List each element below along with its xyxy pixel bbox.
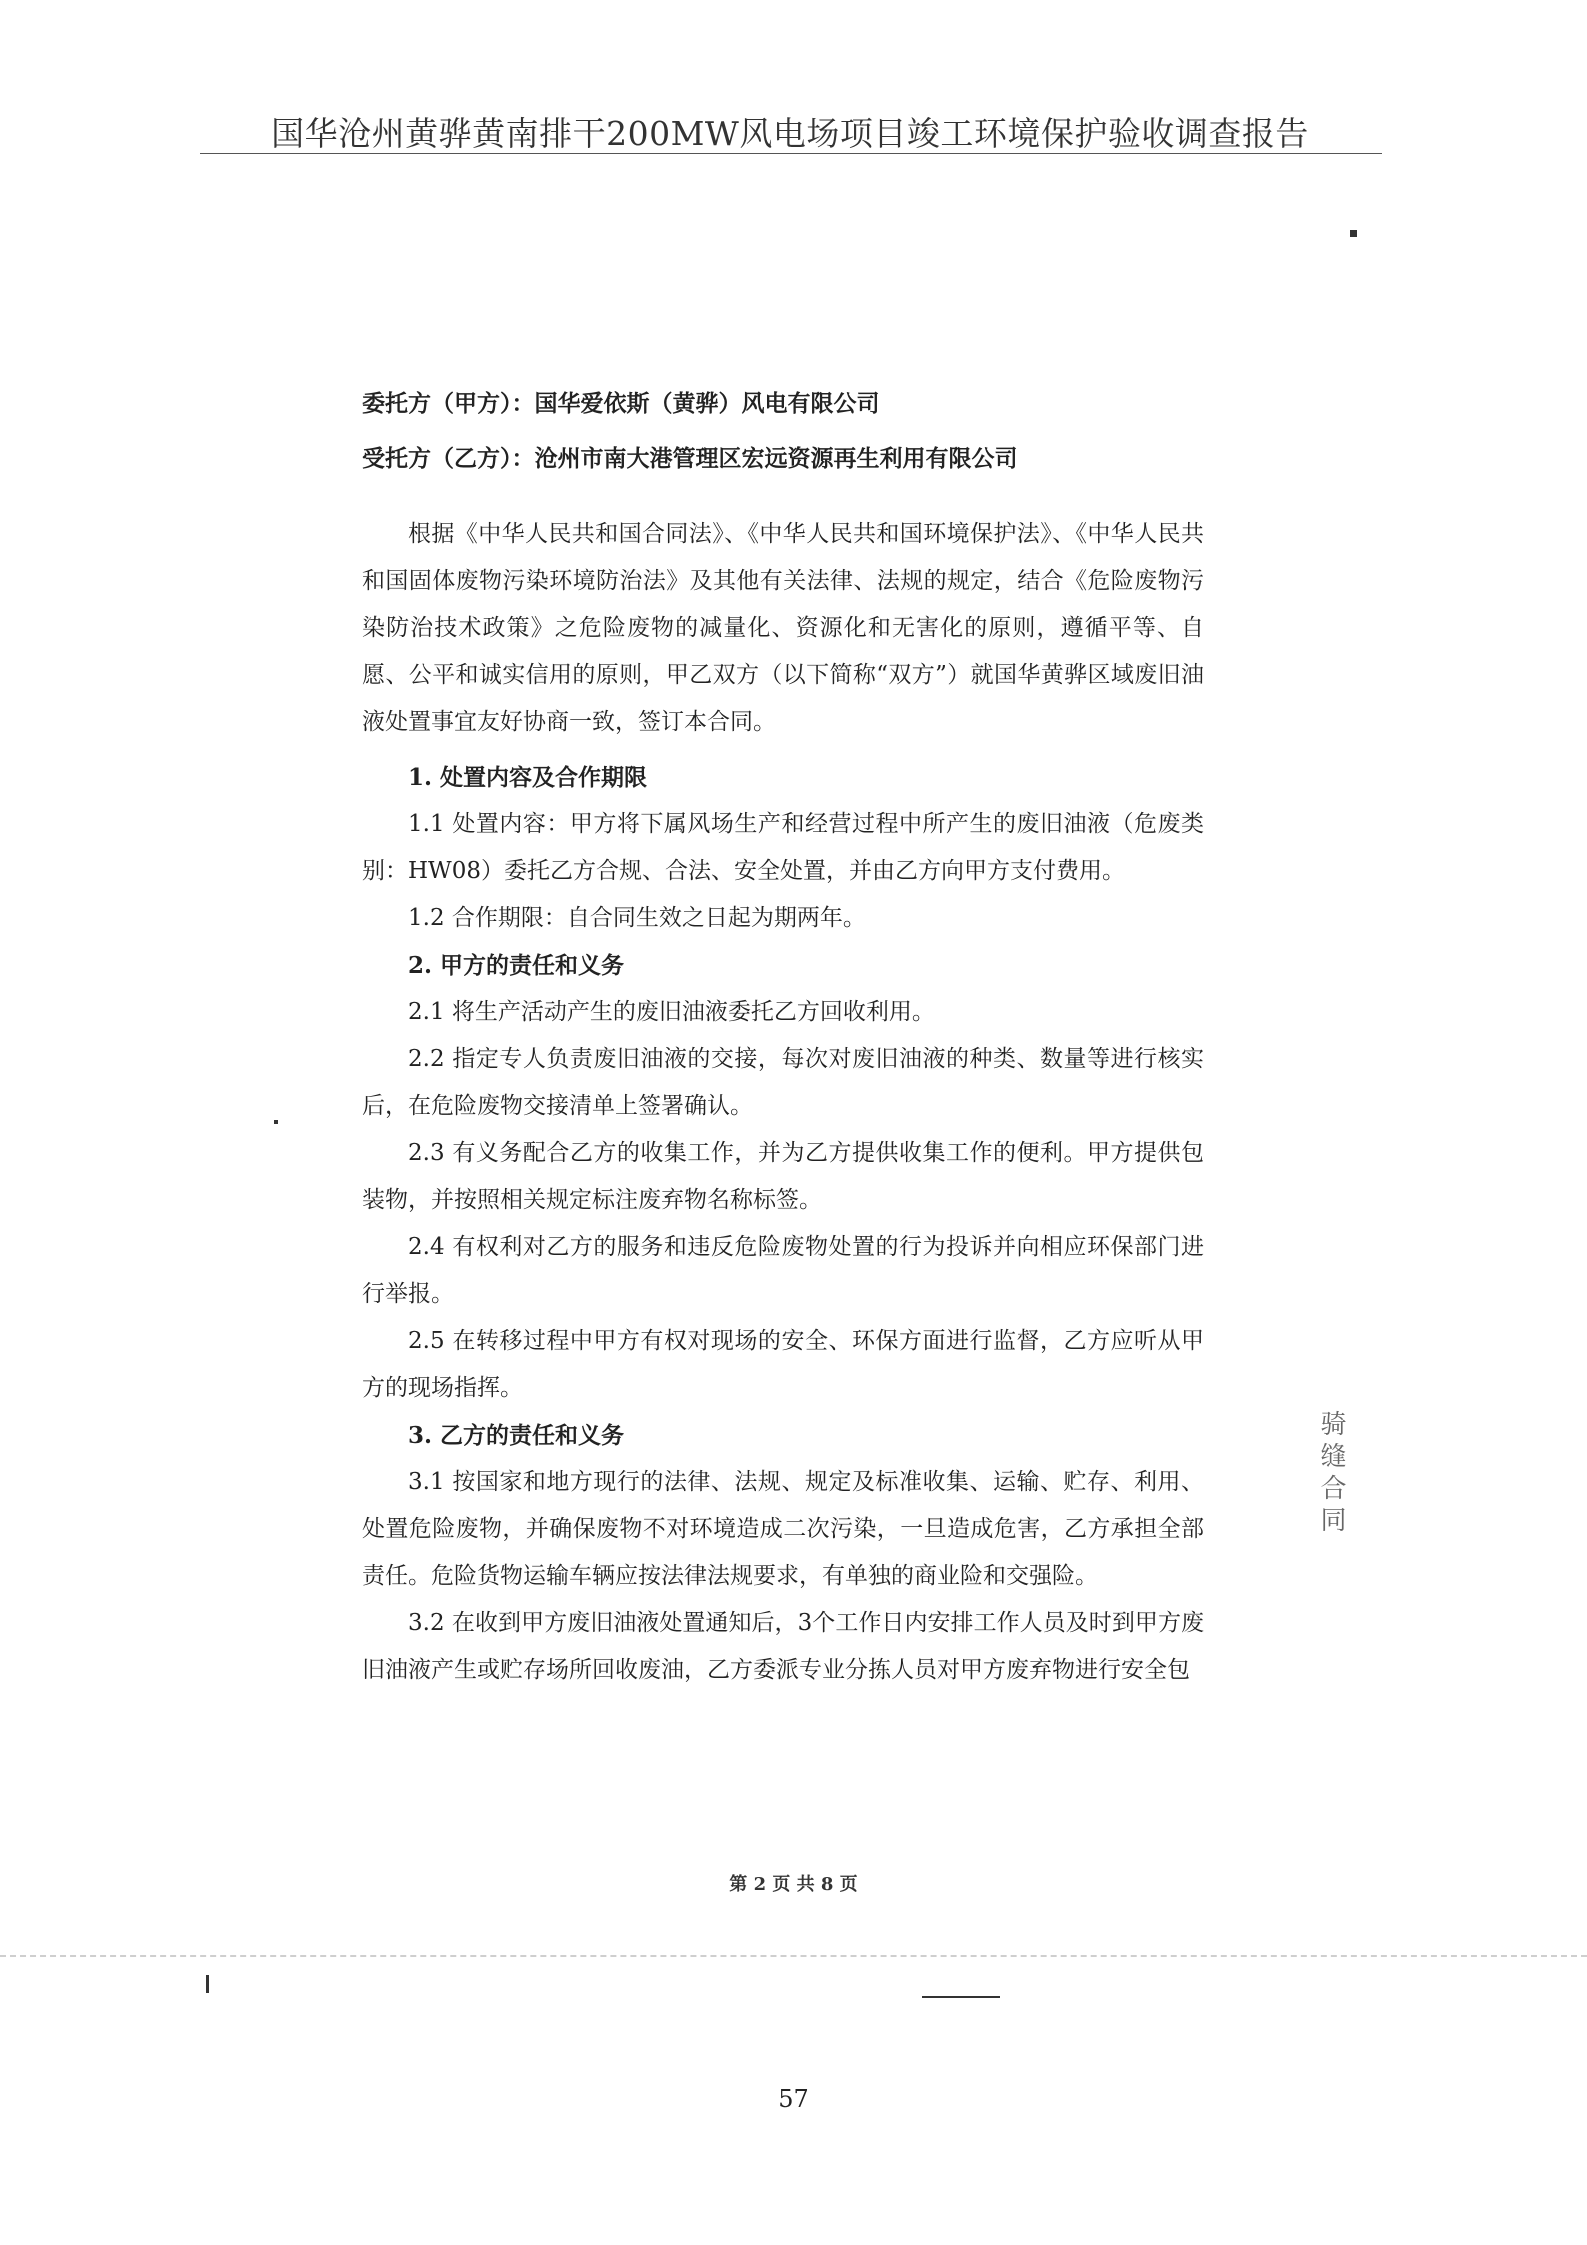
clause-2-5: 2.5 在转移过程中甲方有权对现场的安全、环保方面进行监督，乙方应听从甲方的现场指挥。 xyxy=(362,1328,1204,1401)
clause-2-3: 2.3 有义务配合乙方的收集工作，并为乙方提供收集工作的便利。甲方提供包装物，并按照相关规定标注废弃物名称标签。 xyxy=(362,1140,1204,1213)
page-count-note: 第 2 页 共 8 页 xyxy=(729,1874,858,1895)
section-3-heading: 3. 乙方的责任和义务 xyxy=(408,1422,625,1449)
contract-body xyxy=(362,511,1204,1694)
header-divider xyxy=(200,153,1382,154)
clause-3-2: 3.2 在收到甲方废旧油液处置通知后，3个工作日内安排工作人员及时到甲方废旧油液产生或贮存场所回收废油，乙方委派专业分拣人员对甲方废弃物进行安全包 xyxy=(362,1610,1204,1683)
scan-speck xyxy=(1350,230,1357,237)
party-a-line: 委托方（甲方）：国华爱依斯（黄骅）风电有限公司 xyxy=(362,390,880,417)
scan-dash-mark xyxy=(922,1996,1000,1998)
intro-paragraph: 根据《中华人民共和国合同法》、《中华人民共和国环境保护法》、《中华人民共和国固体废物污染环境防治法》及其他有关法律、法规的规定，结合《危险废物污染防治技术政策》之危险废物的减量化、资源化和无害化的原则，遵循平等、自愿、公平和诚实信用的原则，甲乙双方（以下简称“双方”）就国华黄骅区域废旧油液处置事宜友好协商一致，签订本合同。 xyxy=(362,521,1204,735)
scan-fold-line xyxy=(0,1955,1587,1957)
party-b-line: 受托方（乙方）：沧州市南大港管理区宏远资源再生利用有限公司 xyxy=(362,445,1018,472)
clause-3-1: 3.1 按国家和地方现行的法律、法规、规定及标准收集、运输、贮存、利用、处置危险废物，并确保废物不对环境造成二次污染，一旦造成危害，乙方承担全部责任。危险货物运输车辆应按法律法规要求，有单独的商业险和交强险。 xyxy=(362,1469,1204,1589)
section-2-heading: 2. 甲方的责任和义务 xyxy=(408,952,625,979)
seam-stamp: 骑缝合同 xyxy=(1316,1410,1346,1538)
section-1-heading: 1. 处置内容及合作期限 xyxy=(408,764,648,791)
clause-2-4: 2.4 有权利对乙方的服务和违反危险废物处置的行为投诉并向相应环保部门进行举报。 xyxy=(362,1234,1204,1307)
clause-2-2: 2.2 指定专人负责废旧油液的交接，每次对废旧油液的种类、数量等进行核实后，在危险废物交接清单上签署确认。 xyxy=(362,1046,1204,1119)
scan-speck xyxy=(274,1120,278,1124)
scan-speck xyxy=(206,1975,209,1993)
clause-2-1: 2.1 将生产活动产生的废旧油液委托乙方回收利用。 xyxy=(408,999,935,1025)
report-title: 国华沧州黄骅黄南排干200MW风电场项目竣工环境保护验收调查报告 xyxy=(271,114,1309,153)
clause-1-1: 1.1 处置内容：甲方将下属风场生产和经营过程中所产生的废旧油液（危废类别：HW08）委托乙方合规、合法、安全处置，并由乙方向甲方支付费用。 xyxy=(362,811,1204,884)
page-number: 57 xyxy=(778,2085,809,2113)
clause-1-2: 1.2 合作期限：自合同生效之日起为期两年。 xyxy=(408,905,866,931)
